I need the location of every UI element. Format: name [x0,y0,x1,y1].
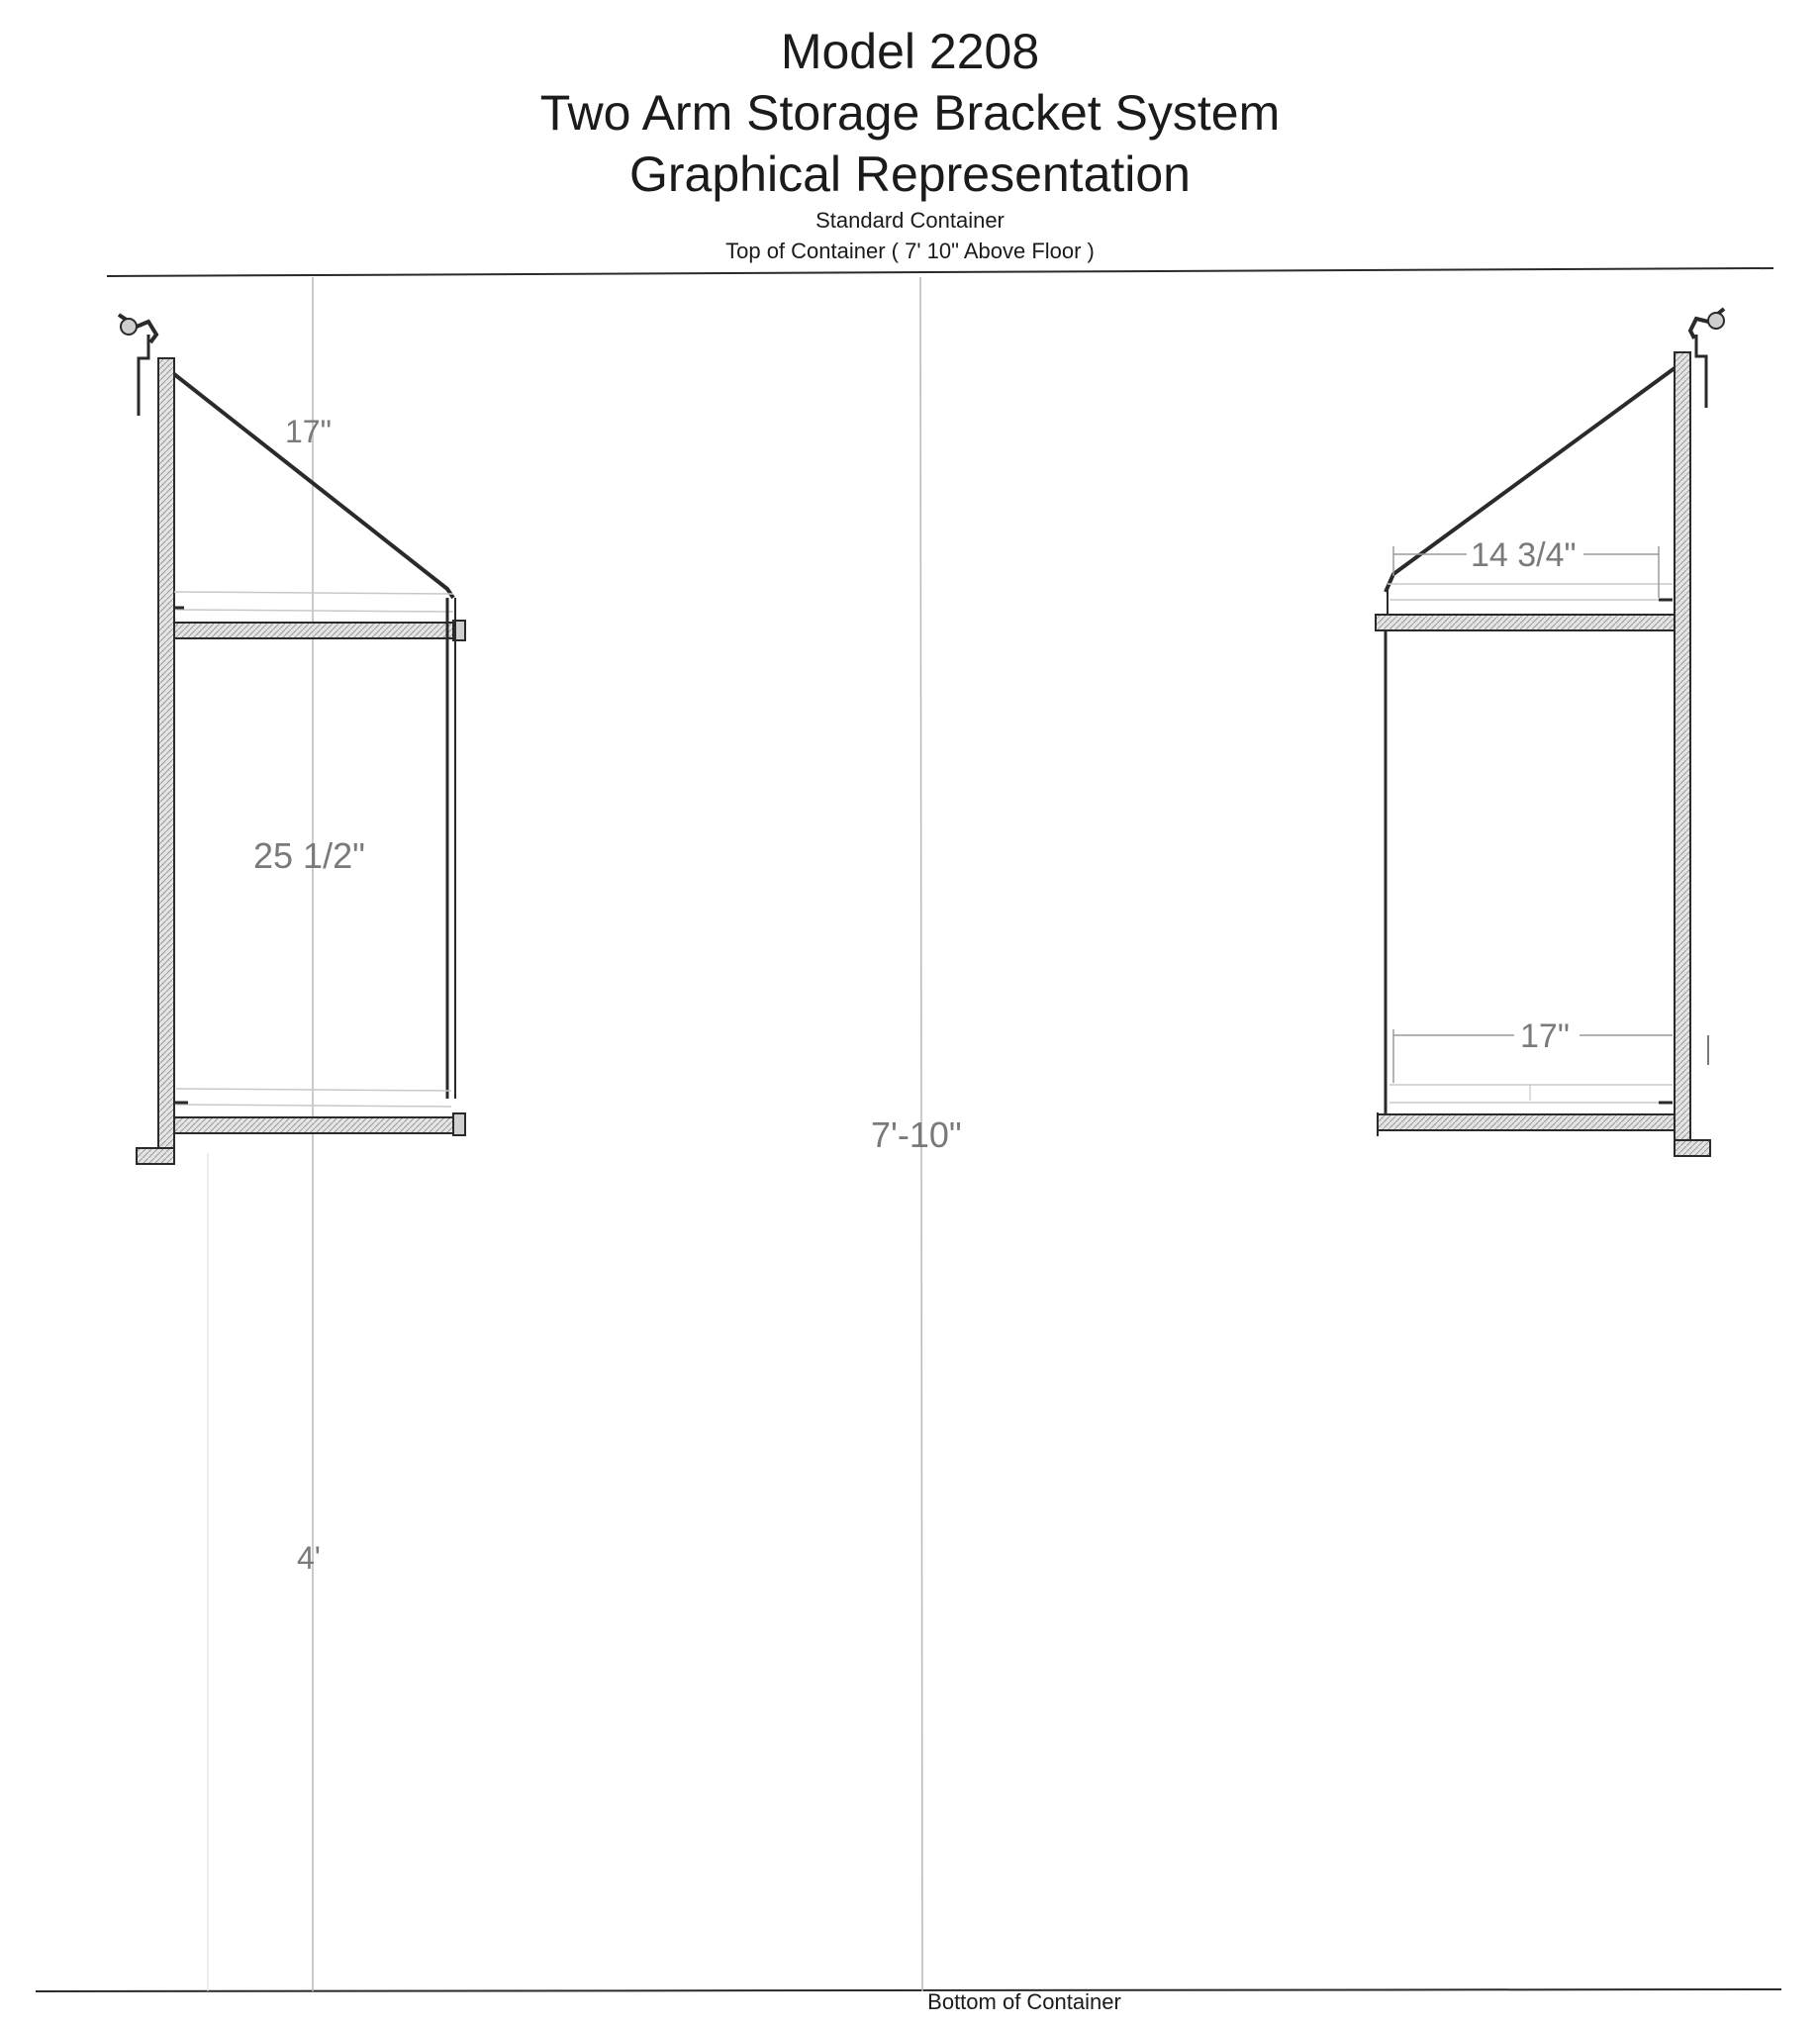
left-floor-dimension: 4' [297,1540,321,1576]
system-title: Two Arm Storage Bracket System [539,85,1281,141]
bottom-of-container-label: Bottom of Container [927,1989,1121,2014]
model-title: Model 2208 [780,24,1040,79]
representation-title: Graphical Representation [629,146,1191,202]
container-type-label: Standard Container [815,208,1005,233]
center-height-dimension: 7'-10" [871,1114,962,1155]
right-bottom-depth-dimension: 17" [1520,1017,1570,1055]
top-of-container-label: Top of Container ( 7' 10" Above Floor ) [725,239,1095,263]
right-top-depth-dimension: 14 3/4" [1471,536,1577,574]
left-height-dimension: 25 1/2" [253,835,365,876]
container-top-line [107,268,1773,276]
left-brace-dimension: 17" [285,414,332,449]
